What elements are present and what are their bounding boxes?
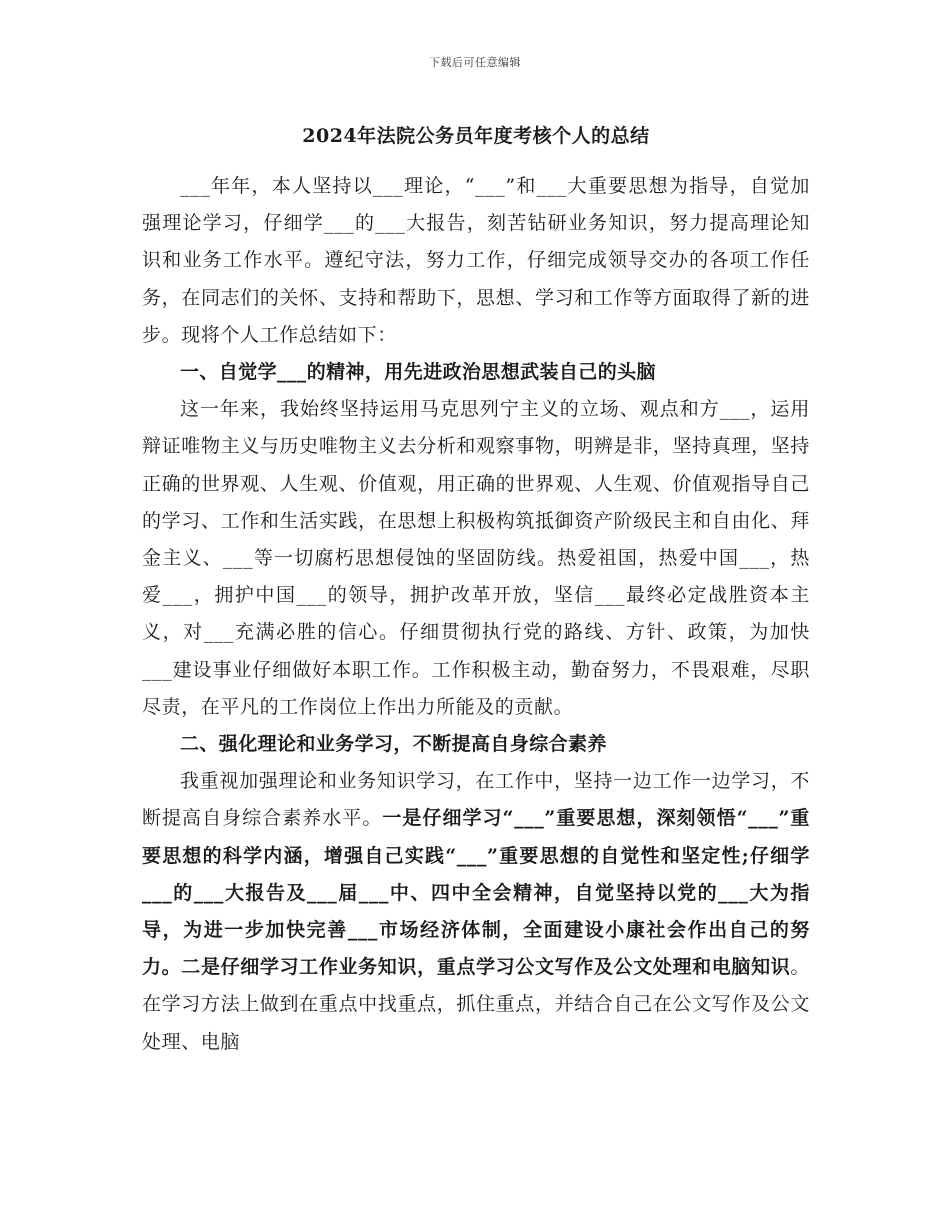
header-note: 下载后可任意编辑: [429, 56, 521, 69]
section-2-bold-text: 一是仔细学习“___”重要思想，深刻领悟“___”重要思想的科学内涵，增强自己实践“___”重要思想的自觉性和坚定性;仔细学___的___大报告及___届___中、四中全会精神，自觉坚持以党的___大为指导，为进一步加快完善___市场经济体制，全面建设小康社会作出自己的努力。二是仔细学习工作业务知识，重点学习公文写作及公文处理和电脑知识: [142, 807, 810, 979]
section-2-paragraph: [142, 763, 810, 1061]
section-2-text-start: 我重视加强理论和业务知识学习，在工作中，坚持一边工作一边学习，不断提高自身综合素养水平。: [142, 770, 810, 830]
document-title: 2024年法院公务员年度考核个人的总结: [302, 125, 650, 147]
section-2-text-end: 。在学习方法上做到在重点中找重点，抓住重点，并结合自己在公文写作及公文处理、电脑: [142, 956, 810, 1053]
document-page: [142, 118, 810, 1061]
section-heading-1: 一、自觉学___的精神，用先进政治思想武装自己的头脑: [180, 361, 656, 384]
section-1-paragraph: 这一年来，我始终坚持运用马克思列宁主义的立场、观点和方___，运用辩证唯物主义与历史唯物主义去分析和观察事物，明辨是非，坚持真理，坚持正确的世界观、人生观、价值观，用正确的世界观、人生观、价值观指导自己的学习、工作和生活实践，在思想上积极构筑抵御资产阶级民主和自由化、拜金主义、___等一切腐朽思想侵蚀的坚固防线。热爱祖国，热爱中国___，热爱___，拥护中国___的领导，拥护改革开放，坚信___最终必定战胜资本主义，对___充满必胜的信心。仔细贯彻执行党的路线、方针、政策，为加快___建设事业仔细做好本职工作。工作积极主动，勤奋努力，不畏艰难，尽职尽责，在平凡的工作岗位上作出力所能及的贡献。: [142, 398, 810, 718]
section-heading-2: 二、强化理论和业务学习，不断提高自身综合素养: [180, 733, 607, 756]
intro-paragraph: ___年年，本人坚持以___理论，“___”和___大重要思想为指导，自觉加强理论学习，仔细学___的___大报告，刻苦钻研业务知识，努力提高理论知识和业务工作水平。遵纪守法，努力工作，仔细完成领导交办的各项工作任务，在同志们的关怀、支持和帮助下，思想、学习和工作等方面取得了新的进步。现将个人工作总结如下：: [142, 175, 810, 346]
